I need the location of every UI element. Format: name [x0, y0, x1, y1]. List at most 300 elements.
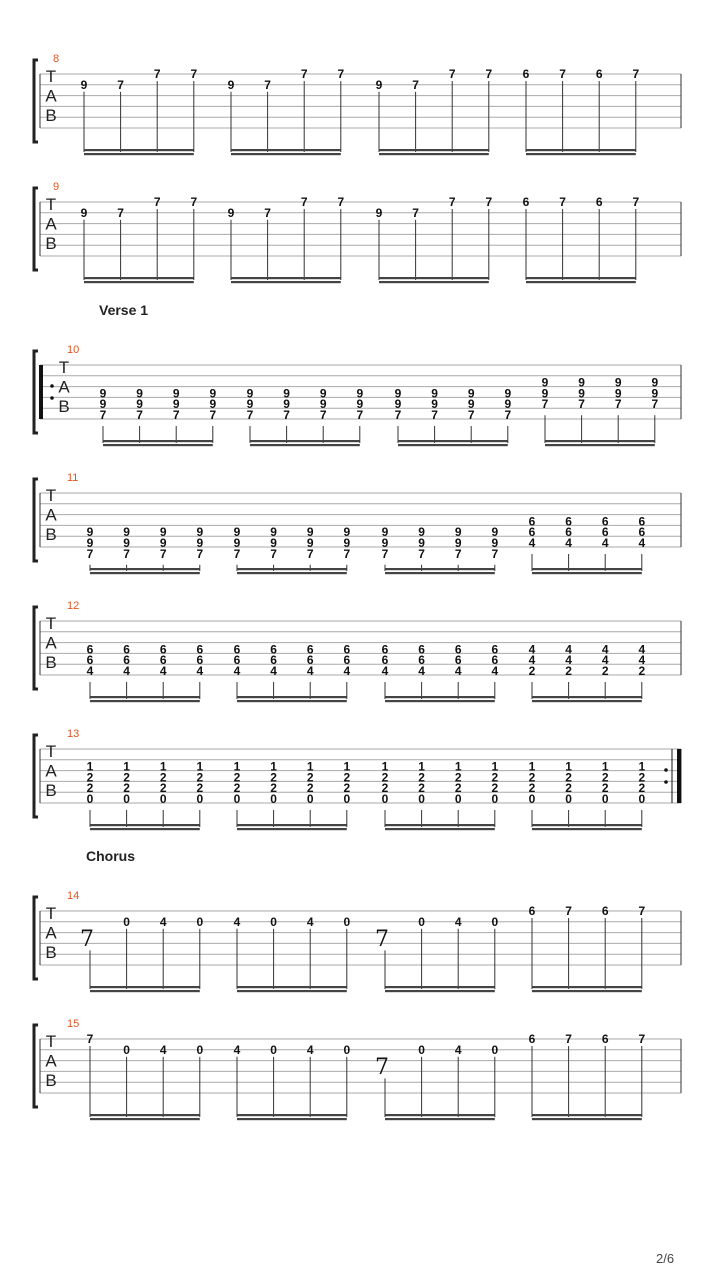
fret-number: 4 [381, 664, 389, 678]
fret-number: 4 [638, 642, 646, 657]
tab-clef-letter: B [45, 943, 57, 963]
tab-clef-letter: A [45, 505, 57, 525]
fret-number: 0 [123, 914, 130, 929]
tab-system [34, 1018, 681, 1120]
measure-number: 11 [67, 472, 79, 484]
fret-number: 7 [343, 546, 351, 561]
fret-number: 7 [412, 77, 419, 92]
tab-clef-letter: T [58, 358, 70, 377]
fret-number: 9 [381, 525, 389, 540]
fret-number: 2 [270, 781, 277, 796]
tab-clef-letter: A [45, 923, 57, 943]
fret-number: 4 [454, 914, 462, 929]
fret-number: 9 [159, 536, 167, 550]
fret-number: 9 [227, 77, 235, 92]
fret-number: 7 [123, 546, 130, 561]
fret-number: 2 [159, 770, 167, 785]
fret-number: 7 [638, 1032, 646, 1046]
fret-number: 9 [99, 386, 107, 401]
fret-number: 7 [153, 195, 161, 209]
measure-number: 9 [53, 181, 60, 193]
beam [379, 281, 489, 283]
tab-clef-letter: T [45, 742, 57, 761]
beam [385, 986, 495, 988]
fret-number: 7 [632, 195, 640, 209]
system-bracket [34, 188, 38, 270]
fret-number: 6 [565, 514, 572, 529]
fret-number: 9 [541, 375, 549, 390]
beam [237, 986, 347, 988]
repeat-dot [50, 396, 54, 400]
fret-number: 6 [159, 642, 167, 657]
fret-number: 6 [306, 642, 314, 657]
fret-number: 2 [343, 770, 351, 785]
fret-number: 9 [306, 525, 314, 540]
fret-number: 9 [136, 386, 143, 401]
fret-number: 6 [381, 653, 389, 668]
fret-number: 9 [356, 397, 364, 412]
fret-number: 0 [343, 792, 351, 806]
fret-number: 7 [99, 408, 107, 422]
beam [385, 572, 495, 574]
fret-number: 6 [381, 642, 389, 657]
fret-number: 4 [306, 1042, 314, 1057]
fret-number: 9 [431, 386, 438, 401]
beam [90, 986, 200, 988]
repeat-dot [664, 768, 668, 772]
fret-number: 4 [306, 664, 314, 678]
fret-number: 6 [528, 904, 536, 918]
beam [379, 153, 489, 155]
fret-number: 7 [448, 195, 456, 209]
fret-number: 7 [136, 408, 143, 422]
fret-number: 2 [418, 781, 425, 796]
tab-clef-letter: A [45, 761, 57, 781]
fret-number: 6 [601, 904, 609, 918]
fret-number: 9 [80, 77, 88, 92]
fret-number: 9 [394, 386, 402, 401]
fret-number: 4 [638, 653, 646, 668]
fret-number: 7 [246, 408, 254, 422]
fret-number: 4 [528, 642, 536, 657]
fret-number: 6 [270, 653, 277, 668]
beam [84, 277, 194, 279]
fret-number: 9 [504, 397, 512, 412]
fret-number: 6 [528, 1032, 536, 1046]
beam [231, 149, 341, 151]
fret-number: 6 [522, 195, 530, 209]
tab-system [34, 302, 681, 446]
fret-number: 7 [418, 546, 425, 561]
fret-number: 7 [264, 77, 271, 92]
fret-number: 7 [356, 408, 364, 422]
fret-number: 2 [491, 781, 499, 796]
fret-number: 6 [233, 642, 241, 657]
fret-number: 1 [270, 759, 277, 774]
beam [385, 568, 495, 570]
fret-number: 2 [196, 781, 204, 796]
beam [532, 568, 642, 570]
fret-number: 4 [565, 536, 572, 550]
fret-number: 6 [565, 525, 572, 540]
fret-number: 6 [454, 642, 462, 657]
fret-number: 9 [614, 375, 622, 390]
fret-number: 6 [601, 525, 609, 540]
fret-number: 6 [491, 653, 499, 668]
fret-number: 0 [159, 792, 167, 806]
fret-number: 4 [528, 536, 536, 550]
fret-number: 4 [418, 664, 425, 678]
fret-number: 4 [233, 664, 241, 678]
fret-number: 0 [454, 792, 462, 806]
fret-number: 7 [270, 546, 277, 561]
repeat-dot [664, 780, 668, 784]
tab-clef-letter: A [45, 633, 57, 653]
fret-number: 2 [601, 664, 609, 678]
fret-number: 6 [601, 514, 609, 529]
fret-number: 9 [196, 536, 204, 550]
fret-number: 0 [123, 1042, 130, 1057]
fret-number: 2 [233, 770, 241, 785]
fret-number: 7 [651, 397, 659, 412]
fret-number: 6 [123, 653, 130, 668]
fret-number: 2 [306, 781, 314, 796]
system-bracket [34, 1025, 38, 1107]
fret-number: 7 [454, 546, 462, 561]
fret-number: 2 [454, 770, 462, 785]
fret-number: 7 [196, 546, 204, 561]
fret-number: 6 [528, 525, 536, 540]
tab-system [34, 600, 681, 702]
fret-number: 9 [270, 525, 277, 540]
fret-number: 7 [431, 408, 438, 422]
fret-number: 7 [306, 546, 314, 561]
fret-number: 7 [233, 546, 241, 561]
fret-number: 9 [136, 397, 143, 412]
fret-number: 6 [196, 653, 204, 668]
beam [385, 1118, 495, 1120]
beam [545, 444, 655, 446]
fret-number: 9 [123, 536, 130, 550]
system-bracket [34, 607, 38, 689]
fret-number: 9 [233, 536, 241, 550]
fret-number: 6 [233, 653, 241, 668]
fret-number: 9 [541, 386, 549, 401]
fret-number: 9 [491, 536, 499, 550]
tab-clef-letter: A [45, 1051, 57, 1071]
fret-number: 9 [283, 397, 290, 412]
fret-number: 9 [319, 397, 327, 412]
fret-number: 9 [454, 525, 462, 540]
fret-number: 0 [343, 1042, 351, 1057]
beam [231, 281, 341, 283]
fret-number: 9 [80, 205, 88, 220]
beam [532, 700, 642, 702]
beam [90, 828, 200, 830]
fret-number: 4 [601, 642, 609, 657]
fret-number: 2 [565, 664, 572, 678]
tab-system [34, 848, 681, 992]
fret-number: 6 [418, 642, 425, 657]
fret-number: 9 [343, 536, 351, 550]
beam [231, 153, 341, 155]
fret-number: 2 [601, 781, 609, 796]
fret-number: 2 [233, 781, 241, 796]
beam [237, 1114, 347, 1116]
fret-number: 9 [578, 375, 585, 390]
beam [532, 572, 642, 574]
fret-number: 6 [159, 653, 167, 668]
fret-number: 0 [270, 792, 277, 806]
beam [237, 828, 347, 830]
fret-number: 9 [246, 386, 254, 401]
fret-number: 2 [565, 781, 572, 796]
beam [103, 440, 213, 442]
fret-number: 2 [638, 781, 646, 796]
fret-number: 2 [159, 781, 167, 796]
beam [526, 149, 636, 151]
beam [90, 1114, 200, 1116]
fret-number: 0 [123, 792, 130, 806]
tab-clef-letter: T [45, 904, 57, 923]
fret-number: 7 [632, 67, 640, 81]
tab-clef-letter: A [45, 214, 57, 234]
fret-number: 9 [270, 536, 277, 550]
fret-number: 9 [196, 525, 204, 540]
fret-number: 6 [86, 642, 94, 657]
beam [231, 277, 341, 279]
fret-number: 9 [306, 536, 314, 550]
fret-number: 7 [638, 904, 646, 918]
fret-number: 7 [467, 408, 475, 422]
fret-number: 4 [601, 653, 609, 668]
fret-number: 4 [528, 653, 536, 668]
fret-number: 2 [306, 770, 314, 785]
fret-number: 7 [381, 546, 389, 561]
beam [385, 990, 495, 992]
tab-clef-letter: B [45, 234, 57, 254]
fret-number: 2 [638, 664, 646, 678]
beam [398, 440, 508, 442]
tab-clef-letter: T [45, 67, 57, 86]
fret-number: 4 [454, 664, 462, 678]
fret-number: 6 [418, 653, 425, 668]
fret-number: 4 [159, 1042, 167, 1057]
fret-number: 9 [172, 397, 180, 412]
fret-number: 6 [454, 653, 462, 668]
fret-number: 6 [196, 642, 204, 657]
fret-number: 4 [638, 536, 646, 550]
fret-number: 9 [209, 397, 217, 412]
eighth-rest: 7 [375, 927, 389, 952]
fret-number: 0 [491, 1042, 499, 1057]
fret-number: 1 [454, 759, 462, 774]
tab-clef-letter: T [45, 1032, 57, 1051]
fret-number: 9 [651, 386, 659, 401]
page-number: 2/6 [656, 1251, 675, 1266]
fret-number: 7 [300, 67, 308, 81]
beam [398, 444, 508, 446]
fret-number: 9 [381, 536, 389, 550]
beam [237, 696, 347, 698]
fret-number: 9 [283, 386, 290, 401]
fret-number: 6 [343, 653, 351, 668]
beam [90, 572, 200, 574]
fret-number: 9 [418, 536, 425, 550]
fret-number: 9 [172, 386, 180, 401]
fret-number: 6 [123, 642, 130, 657]
fret-number: 4 [159, 664, 167, 678]
fret-number: 1 [565, 759, 572, 774]
fret-number: 1 [233, 759, 241, 774]
fret-number: 9 [491, 525, 499, 540]
beam [84, 281, 194, 283]
beam [90, 568, 200, 570]
fret-number: 0 [196, 1042, 204, 1057]
tab-system [34, 181, 681, 283]
fret-number: 4 [454, 1042, 462, 1057]
beam [532, 828, 642, 830]
fret-number: 7 [283, 408, 290, 422]
fret-number: 7 [504, 408, 512, 422]
fret-number: 4 [233, 914, 241, 929]
fret-number: 1 [123, 759, 130, 774]
tab-clef-letter: B [45, 781, 57, 801]
beam [90, 824, 200, 826]
fret-number: 6 [306, 653, 314, 668]
fret-number: 4 [565, 642, 572, 657]
fret-number: 1 [86, 759, 94, 774]
system-bracket [34, 351, 38, 433]
fret-number: 7 [337, 67, 345, 81]
fret-number: 2 [123, 781, 130, 796]
fret-number: 9 [375, 77, 383, 92]
beam [532, 1114, 642, 1116]
fret-number: 2 [638, 770, 646, 785]
fret-number: 7 [485, 67, 493, 81]
beam [385, 1114, 495, 1116]
tab-system [34, 472, 681, 574]
fret-number: 7 [86, 1032, 94, 1046]
fret-number: 4 [196, 664, 204, 678]
fret-number: 2 [381, 770, 389, 785]
fret-number: 7 [559, 67, 566, 81]
fret-number: 0 [270, 914, 277, 929]
fret-number: 6 [638, 514, 646, 529]
beam [379, 277, 489, 279]
fret-number: 2 [86, 781, 94, 796]
tab-clef-letter: T [45, 195, 57, 214]
tab-clef-letter: B [58, 397, 70, 417]
fret-number: 2 [528, 664, 536, 678]
fret-number: 9 [467, 386, 475, 401]
fret-number: 0 [306, 792, 314, 806]
fret-number: 0 [381, 792, 389, 806]
fret-number: 1 [638, 759, 646, 774]
tab-clef-letter: T [45, 614, 57, 633]
fret-number: 9 [418, 525, 425, 540]
fret-number: 9 [504, 386, 512, 401]
fret-number: 9 [431, 397, 438, 412]
fret-number: 9 [343, 525, 351, 540]
beam [237, 990, 347, 992]
fret-number: 9 [454, 536, 462, 550]
beam [532, 696, 642, 698]
fret-number: 7 [614, 397, 622, 412]
fret-number: 6 [491, 642, 499, 657]
fret-number: 0 [86, 792, 94, 806]
beam [237, 824, 347, 826]
beam [90, 700, 200, 702]
system-bracket [34, 735, 38, 817]
fret-number: 7 [264, 205, 271, 220]
fret-number: 0 [418, 792, 425, 806]
fret-number: 0 [638, 792, 646, 806]
repeat-dot [50, 384, 54, 388]
tab-clef-letter: B [45, 1071, 57, 1091]
tab-clef-letter: A [45, 86, 57, 106]
beam [84, 149, 194, 151]
beam [90, 1118, 200, 1120]
beam [250, 440, 360, 442]
beam [532, 990, 642, 992]
beam [90, 990, 200, 992]
fret-number: 2 [381, 781, 389, 796]
fret-number: 9 [394, 397, 402, 412]
fret-number: 9 [651, 375, 659, 390]
measure-number: 15 [67, 1018, 80, 1030]
fret-number: 7 [300, 195, 308, 209]
fret-number: 7 [485, 195, 493, 209]
fret-number: 2 [491, 770, 499, 785]
fret-number: 9 [319, 386, 327, 401]
system-bracket [34, 60, 38, 142]
fret-number: 7 [117, 205, 124, 220]
fret-number: 2 [454, 781, 462, 796]
fret-number: 9 [159, 525, 167, 540]
beam [526, 277, 636, 279]
fret-number: 6 [638, 525, 646, 540]
fret-number: 7 [190, 195, 198, 209]
fret-number: 1 [491, 759, 499, 774]
tab-clef-letter: B [45, 525, 57, 545]
beam [250, 444, 360, 446]
fret-number: 7 [117, 77, 124, 92]
beam [84, 153, 194, 155]
fret-number: 9 [614, 386, 622, 401]
beam [237, 568, 347, 570]
system-bracket [34, 897, 38, 979]
fret-number: 4 [270, 664, 277, 678]
section-title: Verse 1 [99, 302, 149, 318]
fret-number: 6 [595, 195, 603, 209]
fret-number: 7 [559, 195, 566, 209]
beam [237, 572, 347, 574]
measure-number: 8 [53, 53, 60, 65]
fret-number: 0 [528, 792, 536, 806]
fret-number: 9 [86, 525, 94, 540]
section-title: Chorus [86, 848, 135, 864]
fret-number: 0 [418, 914, 425, 929]
tab-clef-letter: T [45, 486, 57, 505]
fret-number: 2 [528, 781, 536, 796]
fret-number: 7 [394, 408, 402, 422]
beam [385, 696, 495, 698]
beam [237, 700, 347, 702]
fret-number: 9 [246, 397, 254, 412]
repeat-start-barline [39, 365, 43, 419]
fret-number: 4 [491, 664, 499, 678]
